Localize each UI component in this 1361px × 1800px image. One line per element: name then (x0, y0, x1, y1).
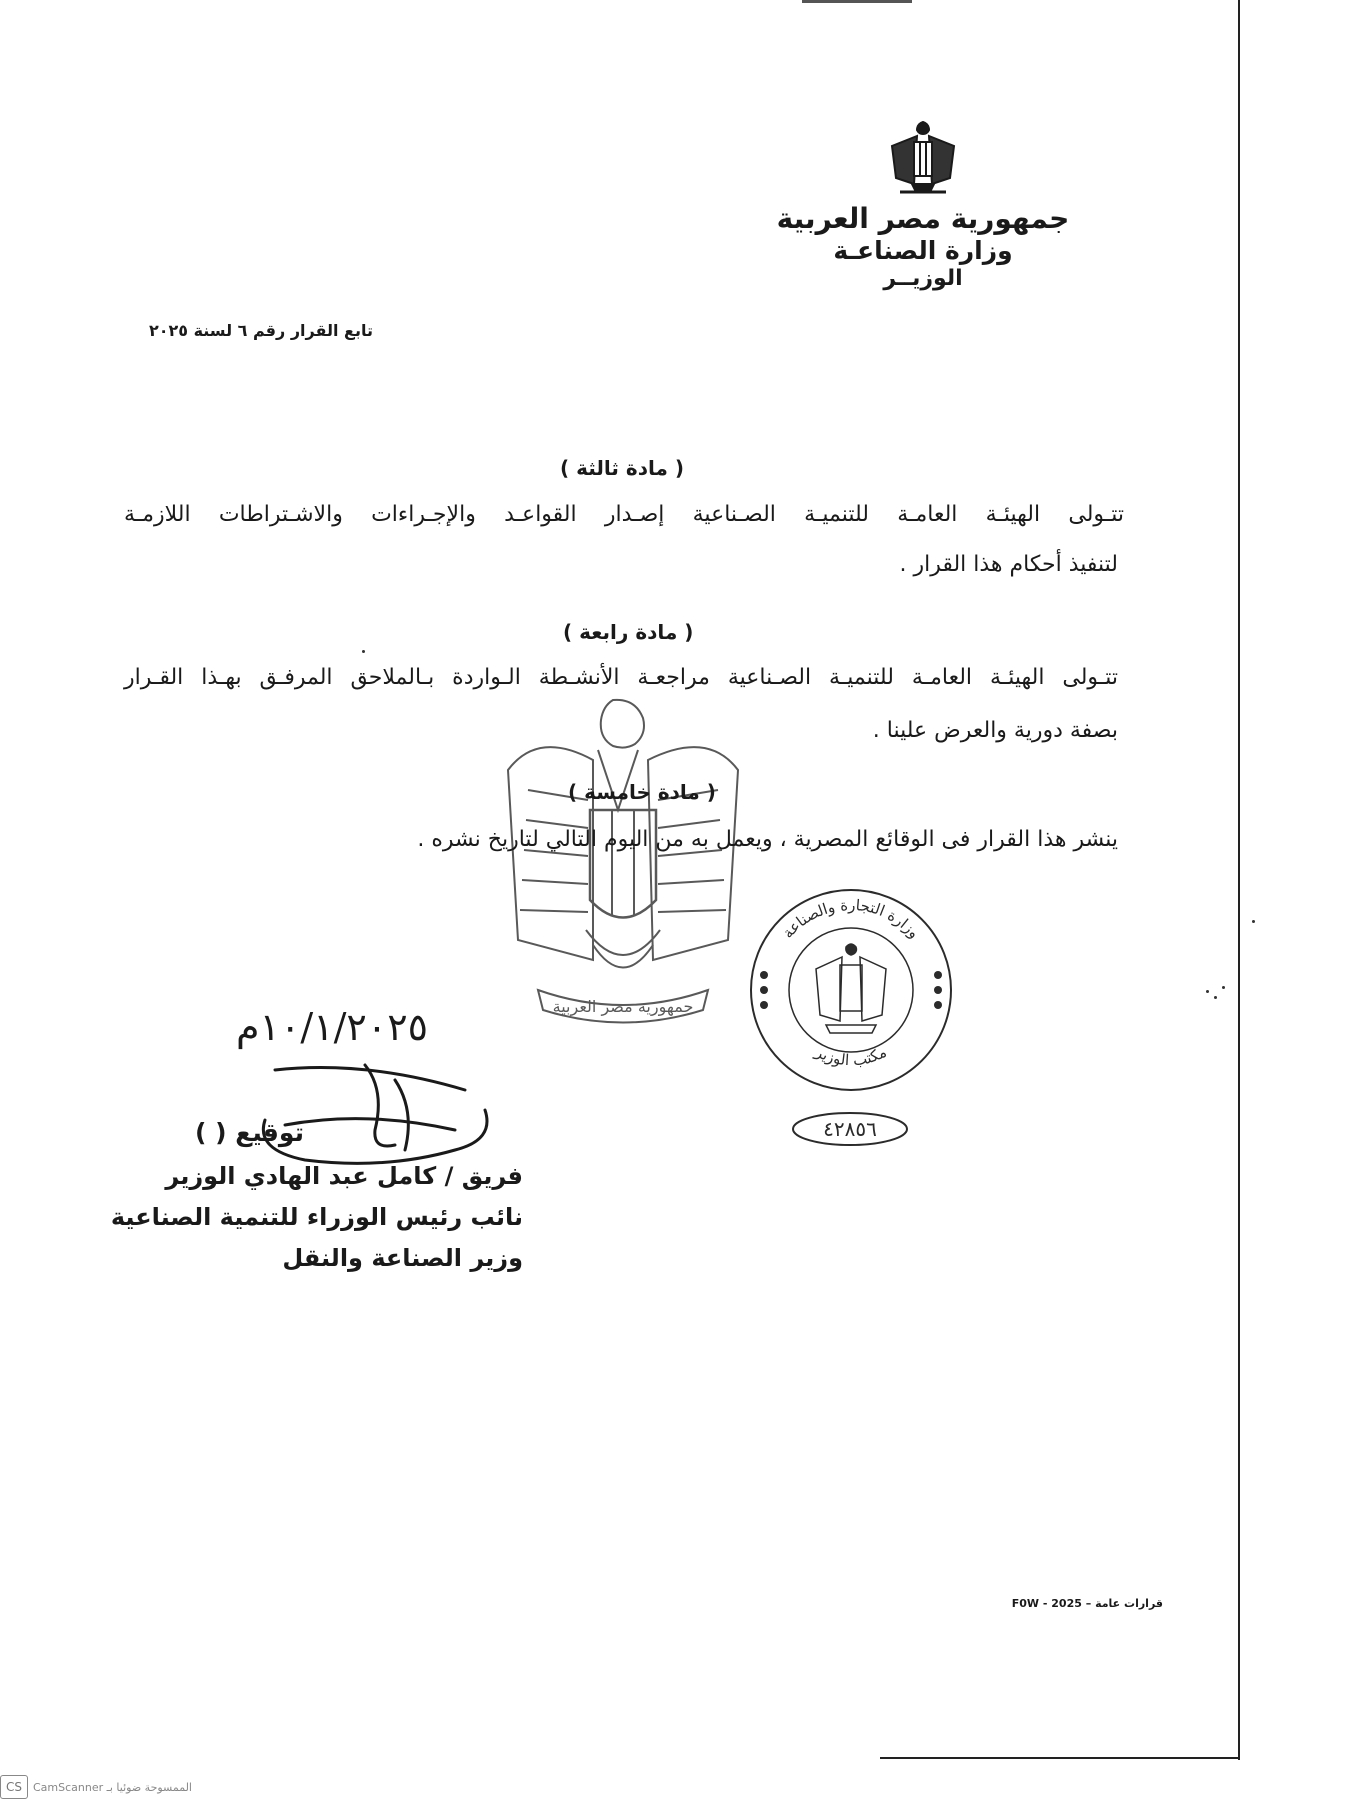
scan-speck (1252, 920, 1255, 923)
scan-speck (1214, 996, 1217, 999)
emblem-caption: جمهورية مصر العربية (552, 997, 694, 1016)
scan-speck (1222, 986, 1225, 989)
article-fourth-line-2: بصفة دورية والعرض علينا . (872, 718, 1118, 743)
article-third-title: ( مادة ثالثة ) (560, 456, 684, 480)
serial-text: ٤٢٨٥٦ (823, 1117, 877, 1141)
camscanner-watermark (0, 1774, 192, 1800)
article-fifth-title: ( مادة خامسة ) (568, 780, 716, 804)
article-fifth-line-1: ينشر هذا القرار فى الوقائع المصرية ، ويعمل به من اليوم التالي لتاريخ نشره . (417, 827, 1118, 852)
article-fourth-line-1: تتـولى الهيئـة العامـة للتنميـة الصـناعية مراجعـة الأنشـطة الـواردة بـالملاحق المرفـق بهـذا القـرار (124, 665, 1118, 690)
article-fourth-title: ( مادة رابعة ) (563, 620, 694, 644)
minister-title: الوزيــر (883, 265, 963, 291)
letterhead (773, 118, 1073, 292)
scan-top-edge (802, 0, 912, 3)
camscanner-logo: CS (0, 1775, 28, 1799)
republic-name: جمهورية مصر العربية (776, 202, 1070, 235)
scan-speck (1206, 990, 1209, 993)
stamp-eagle-icon (816, 944, 886, 1033)
minister-office-stamp (746, 885, 956, 1095)
article-third-line-1: تتـولى الهيئـة العامـة للتنميـة الصـناعية إصـدار القواعـد والإجـراءات والاشـتراطات اللازمـة (124, 502, 1124, 527)
scan-speck (362, 650, 365, 653)
signature-label: توقيع ( ) (195, 1118, 304, 1147)
signer-title-minister: وزير الصناعة والنقل (282, 1244, 523, 1272)
stamp-serial-number (790, 1110, 910, 1148)
footer-reference: قرارات عامة – 2025 - F0W (1011, 1597, 1163, 1610)
handwritten-signature (245, 1050, 505, 1180)
ministry-name: وزارة الصناعـة (833, 235, 1013, 265)
article-third-line-2: لتنفيذ أحكام هذا القرار . (899, 552, 1118, 577)
page-right-border (1238, 0, 1240, 1760)
stamp-top-text: وزارة التجارة والصناعة (778, 895, 924, 942)
handwritten-date: ١٠/١/٢٠٢٥م (236, 1005, 429, 1049)
svg-text:مكتب الوزير (812, 1042, 890, 1069)
decree-reference: تابع القرار رقم ٦ لسنة ٢٠٢٥ (148, 321, 373, 340)
page-bottom-rule (880, 1757, 1240, 1759)
stamp-bottom-text: مكتب الوزير (812, 1042, 890, 1070)
eagle-seal-stamp (498, 690, 748, 1030)
camscanner-text: CamScanner الممسوحة ضوئيا بـ (33, 1780, 192, 1794)
signer-name: فريق / كامل عبد الهادي الوزير (165, 1162, 523, 1190)
eagle-emblem-icon (886, 118, 960, 200)
signer-title-deputy-pm: نائب رئيس الوزراء للتنمية الصناعية (110, 1203, 523, 1231)
